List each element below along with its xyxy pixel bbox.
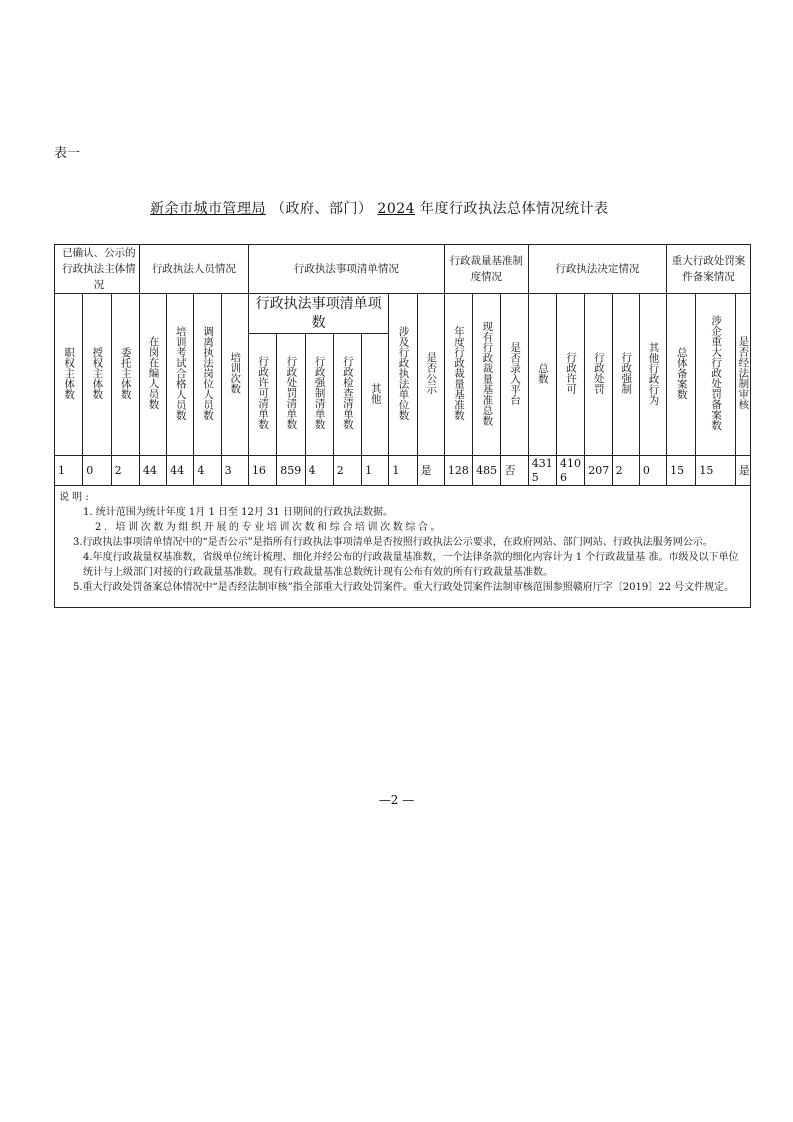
col-header-text: 总数 (536, 362, 549, 384)
notes-heading: 说 明 : (59, 492, 89, 503)
col-header (417, 294, 444, 456)
col-header (139, 294, 166, 456)
group-entity: 已确认、公示的行政执法主体情况 (55, 245, 140, 294)
title-year: 2024 (377, 201, 416, 217)
value-cell: 16 (248, 456, 276, 486)
group-decisions: 行政执法决定情况 (528, 245, 666, 294)
col-header (194, 294, 221, 456)
value-cell: 4 (305, 456, 333, 486)
value-cell: 4315 (528, 456, 556, 486)
col-header-text: 其他 (369, 382, 382, 404)
col-header (473, 294, 501, 456)
group-header-row (55, 245, 751, 294)
col-header-text: 是否录入平台 (509, 341, 522, 405)
subgroup-header: 行政执法事项清单项数 (248, 294, 388, 334)
col-header (639, 294, 666, 456)
col-header (83, 294, 111, 456)
note-item: 1. 统计范围为统计年度 1月 1 日至 12月 31 日期间的行政执法数据。 (83, 507, 393, 518)
group-personnel: 行政执法人员情况 (139, 245, 248, 294)
note-item: 3.行政执法事项清单情况中的“是否公示”是指所有行政执法事项清单是否按照行政执法公示要求，在政府网站、部门网站、行政执法服务网公示。 (73, 537, 713, 548)
note-item: 4.年度行政裁量权基准数，省级单位统计梳理、细化并经公布的行政裁量基准数，一个法律条款的细化内容计为 1 个行政裁量基 准。市级及以下单位统计与上级部门对接的行政裁量基准数。现有行政裁量基准总数统计现有公布有效的所有行政裁量基准数。 (83, 552, 739, 578)
col-header-text: 现有行政裁量基准总数 (481, 320, 494, 426)
col-header (696, 294, 735, 456)
col-header (667, 294, 696, 456)
value-cell: 1 (362, 456, 389, 486)
value-cell: 是 (417, 456, 444, 486)
value-cell: 2 (612, 456, 639, 486)
notes-section (55, 486, 751, 608)
value-cell: 15 (667, 456, 696, 486)
col-header-text: 调离执法岗位人员数 (202, 325, 215, 421)
value-cell: 44 (139, 456, 166, 486)
col-header (111, 294, 139, 456)
col-header (501, 294, 528, 456)
col-header (528, 294, 556, 456)
value-cell: 4106 (557, 456, 585, 486)
value-cell: 4 (194, 456, 221, 486)
col-header-text: 总体备案数 (675, 346, 688, 400)
notes-row (55, 486, 751, 608)
col-header-text: 行政强制 (620, 352, 633, 394)
value-cell: 3 (221, 456, 248, 486)
col-header-text: 是否公示 (425, 352, 438, 394)
value-cell: 0 (639, 456, 666, 486)
col-header (305, 334, 333, 456)
col-header (221, 294, 248, 456)
col-header-text: 行政许可清单数 (257, 356, 270, 430)
col-header-text: 行政处罚 (592, 352, 605, 394)
col-header (585, 294, 612, 456)
col-header-text: 行政处罚清单数 (285, 356, 298, 430)
value-cell: 1 (389, 456, 417, 486)
col-header (444, 294, 472, 456)
col-header (333, 334, 361, 456)
value-cell: 是 (735, 456, 750, 486)
col-header (277, 334, 305, 456)
col-header-text: 职权主体数 (63, 346, 76, 400)
col-header (389, 294, 417, 456)
value-cell: 2 (333, 456, 361, 486)
column-header-row (55, 294, 751, 334)
col-header-text: 委托主体数 (119, 346, 132, 400)
value-cell: 485 (473, 456, 501, 486)
title-rest: 年度行政执法总体情况统计表 (420, 201, 609, 217)
value-cell: 128 (444, 456, 472, 486)
col-header-text: 是否经法制审核 (737, 336, 750, 410)
value-cell: 859 (277, 456, 305, 486)
col-header-text: 涉及行政执法单位数 (397, 325, 410, 421)
value-cell: 207 (585, 456, 612, 486)
table-label: 表一 (54, 146, 81, 161)
col-header-text: 年度行政裁量基准数 (453, 325, 466, 421)
col-header (362, 334, 389, 456)
title-mid: （政府、部门） (270, 201, 373, 217)
col-header-text: 行政许可 (565, 352, 578, 394)
col-header (167, 294, 194, 456)
statistics-table (54, 244, 751, 608)
value-cell: 1 (55, 456, 83, 486)
value-cell: 0 (83, 456, 111, 486)
title-org: 新余市城市管理局 (150, 201, 266, 217)
group-discretion: 行政裁量基准制度情况 (444, 245, 528, 294)
col-header (735, 294, 750, 456)
col-header (248, 334, 276, 456)
col-header-text: 涉企重大行政处罚备案数 (710, 315, 723, 431)
value-cell: 44 (167, 456, 194, 486)
note-item: 2. 培训次数为组织开展的专业培训次数和综合培训次数综合。 (95, 522, 444, 533)
note-item: 5.重大行政处罚备案总体情况中“是否经法制审核”指全部重大行政处罚案件。重大行政处罚案件法制审核范围参照赣府厅字〔2019〕22 号文件规定。 (73, 582, 735, 593)
col-header-text: 其他行政行为 (647, 341, 660, 405)
table-row (55, 456, 751, 486)
value-cell: 15 (696, 456, 735, 486)
col-header-text: 行政检查清单数 (341, 356, 354, 430)
col-header-text: 培训考试合格人员数 (174, 325, 187, 421)
document-title (150, 198, 670, 218)
col-header-text: 在岗在编人员数 (147, 336, 160, 410)
col-header-text: 授权主体数 (91, 346, 104, 400)
col-header-text: 行政强制清单数 (313, 356, 326, 430)
col-header (612, 294, 639, 456)
page-number: —2 — (378, 793, 415, 807)
col-header (55, 294, 83, 456)
value-cell: 否 (501, 456, 528, 486)
value-cell: 2 (111, 456, 139, 486)
group-major-penalty: 重大行政处罚案件备案情况 (667, 245, 751, 294)
col-header-text: 培训次数 (229, 352, 242, 394)
col-header (557, 294, 585, 456)
group-item-list: 行政执法事项清单情况 (248, 245, 444, 294)
